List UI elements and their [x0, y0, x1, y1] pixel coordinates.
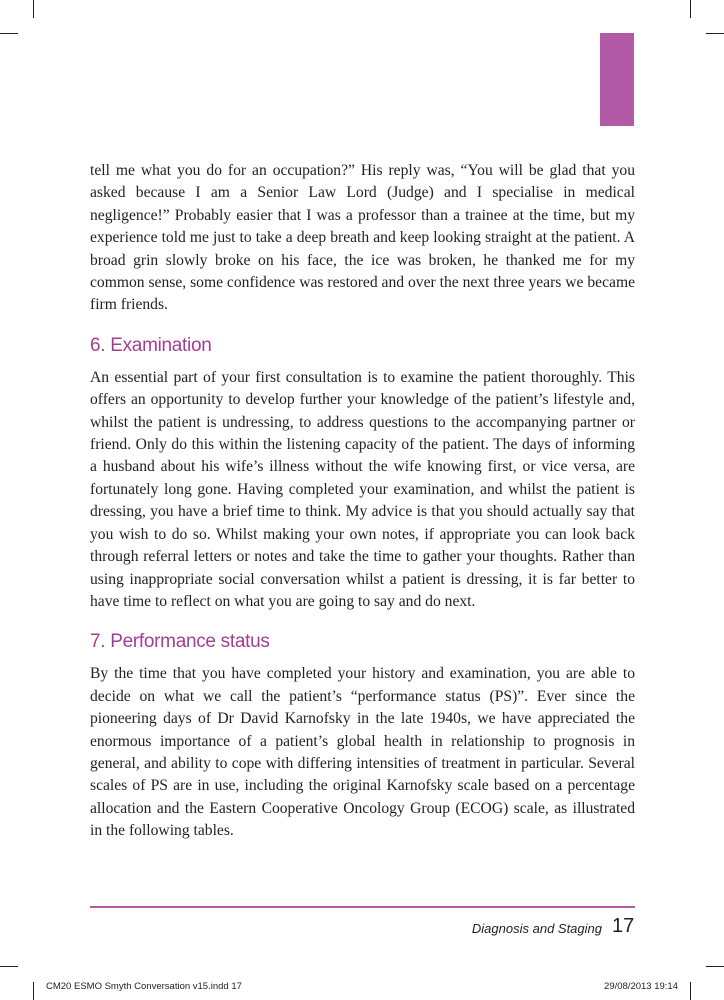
footer-rule	[90, 906, 635, 908]
crop-mark-top-right-vertical	[690, 0, 691, 18]
slug-file-name: CM20 ESMO Smyth Conversation v15.indd 17	[46, 981, 242, 992]
crop-mark-bottom-left-horizontal	[0, 966, 18, 967]
crop-mark-bottom-left-vertical	[33, 982, 34, 1000]
crop-mark-bottom-right-vertical	[690, 982, 691, 1000]
page-number: 17	[612, 915, 635, 937]
page-body	[90, 160, 635, 843]
performance-paragraph: By the time that you have completed your history and examination, you are able to decide on what we call the patient’s “performance status (PS)”. Ever since the pioneering days of Dr David Karnofsky in the late 1940s, we have appreciated the enormous importance of a patient’s global health in relationship to prognosis in general, and ability to cope with differing intensities of treatment in particular. Several scales of PS are in use, including the original Karnofsky scale based on a percentage allocation and the Eastern Cooperative Oncology Group (ECOG) scale, as illustrated in the following tables.	[90, 665, 635, 840]
section-heading-performance-status: 7. Performance status	[90, 631, 270, 653]
chapter-tab	[600, 33, 634, 126]
section-heading-examination: 6. Examination	[90, 334, 212, 356]
crop-mark-top-right-horizontal	[706, 33, 724, 34]
footer-section-title: Diagnosis and Staging	[471, 921, 602, 936]
intro-paragraph: tell me what you do for an occupation?” His reply was, “You will be glad that you asked because I am a Senior Law Lord (Judge) and I specialise in medical negligence!” Probably easier that I was a professor than a trainee at the time, but my experience told me just to take a deep breath and keep looking straight at the patient. A broad grin slowly broke on his face, the ice was broken, he thanked me for my common sense, some confidence was restored and over the next three years we became firm friends.	[90, 162, 635, 314]
examination-paragraph: An essential part of your first consultation is to examine the patient thoroughly. This offers an opportunity to develop further your knowledge of the patient’s lifestyle and, whilst the patient is undressing, to address questions to the accompanying partner or friend. Only do this within the listening capacity of the patient. The days of informing a husband about his wife’s illness without the wife knowing first, or vice versa, are fortunately long gone. Having completed your examination, and whilst the patient is dressing, you have a brief time to think. My advice is that you should actually say that you wish to do so. Whilst making your own notes, if appropriate you can look back through referral letters or notes and take the time to gather your thoughts. Rather than using inappropriate social conversation whilst a patient is dressing, it is far better to have time to reflect on what you are going to say and do next.	[90, 368, 635, 610]
crop-mark-top-left-horizontal	[0, 33, 18, 34]
slug-timestamp: 29/08/2013 19:14	[604, 981, 678, 992]
crop-mark-top-left-vertical	[33, 0, 34, 18]
crop-mark-bottom-right-horizontal	[706, 966, 724, 967]
